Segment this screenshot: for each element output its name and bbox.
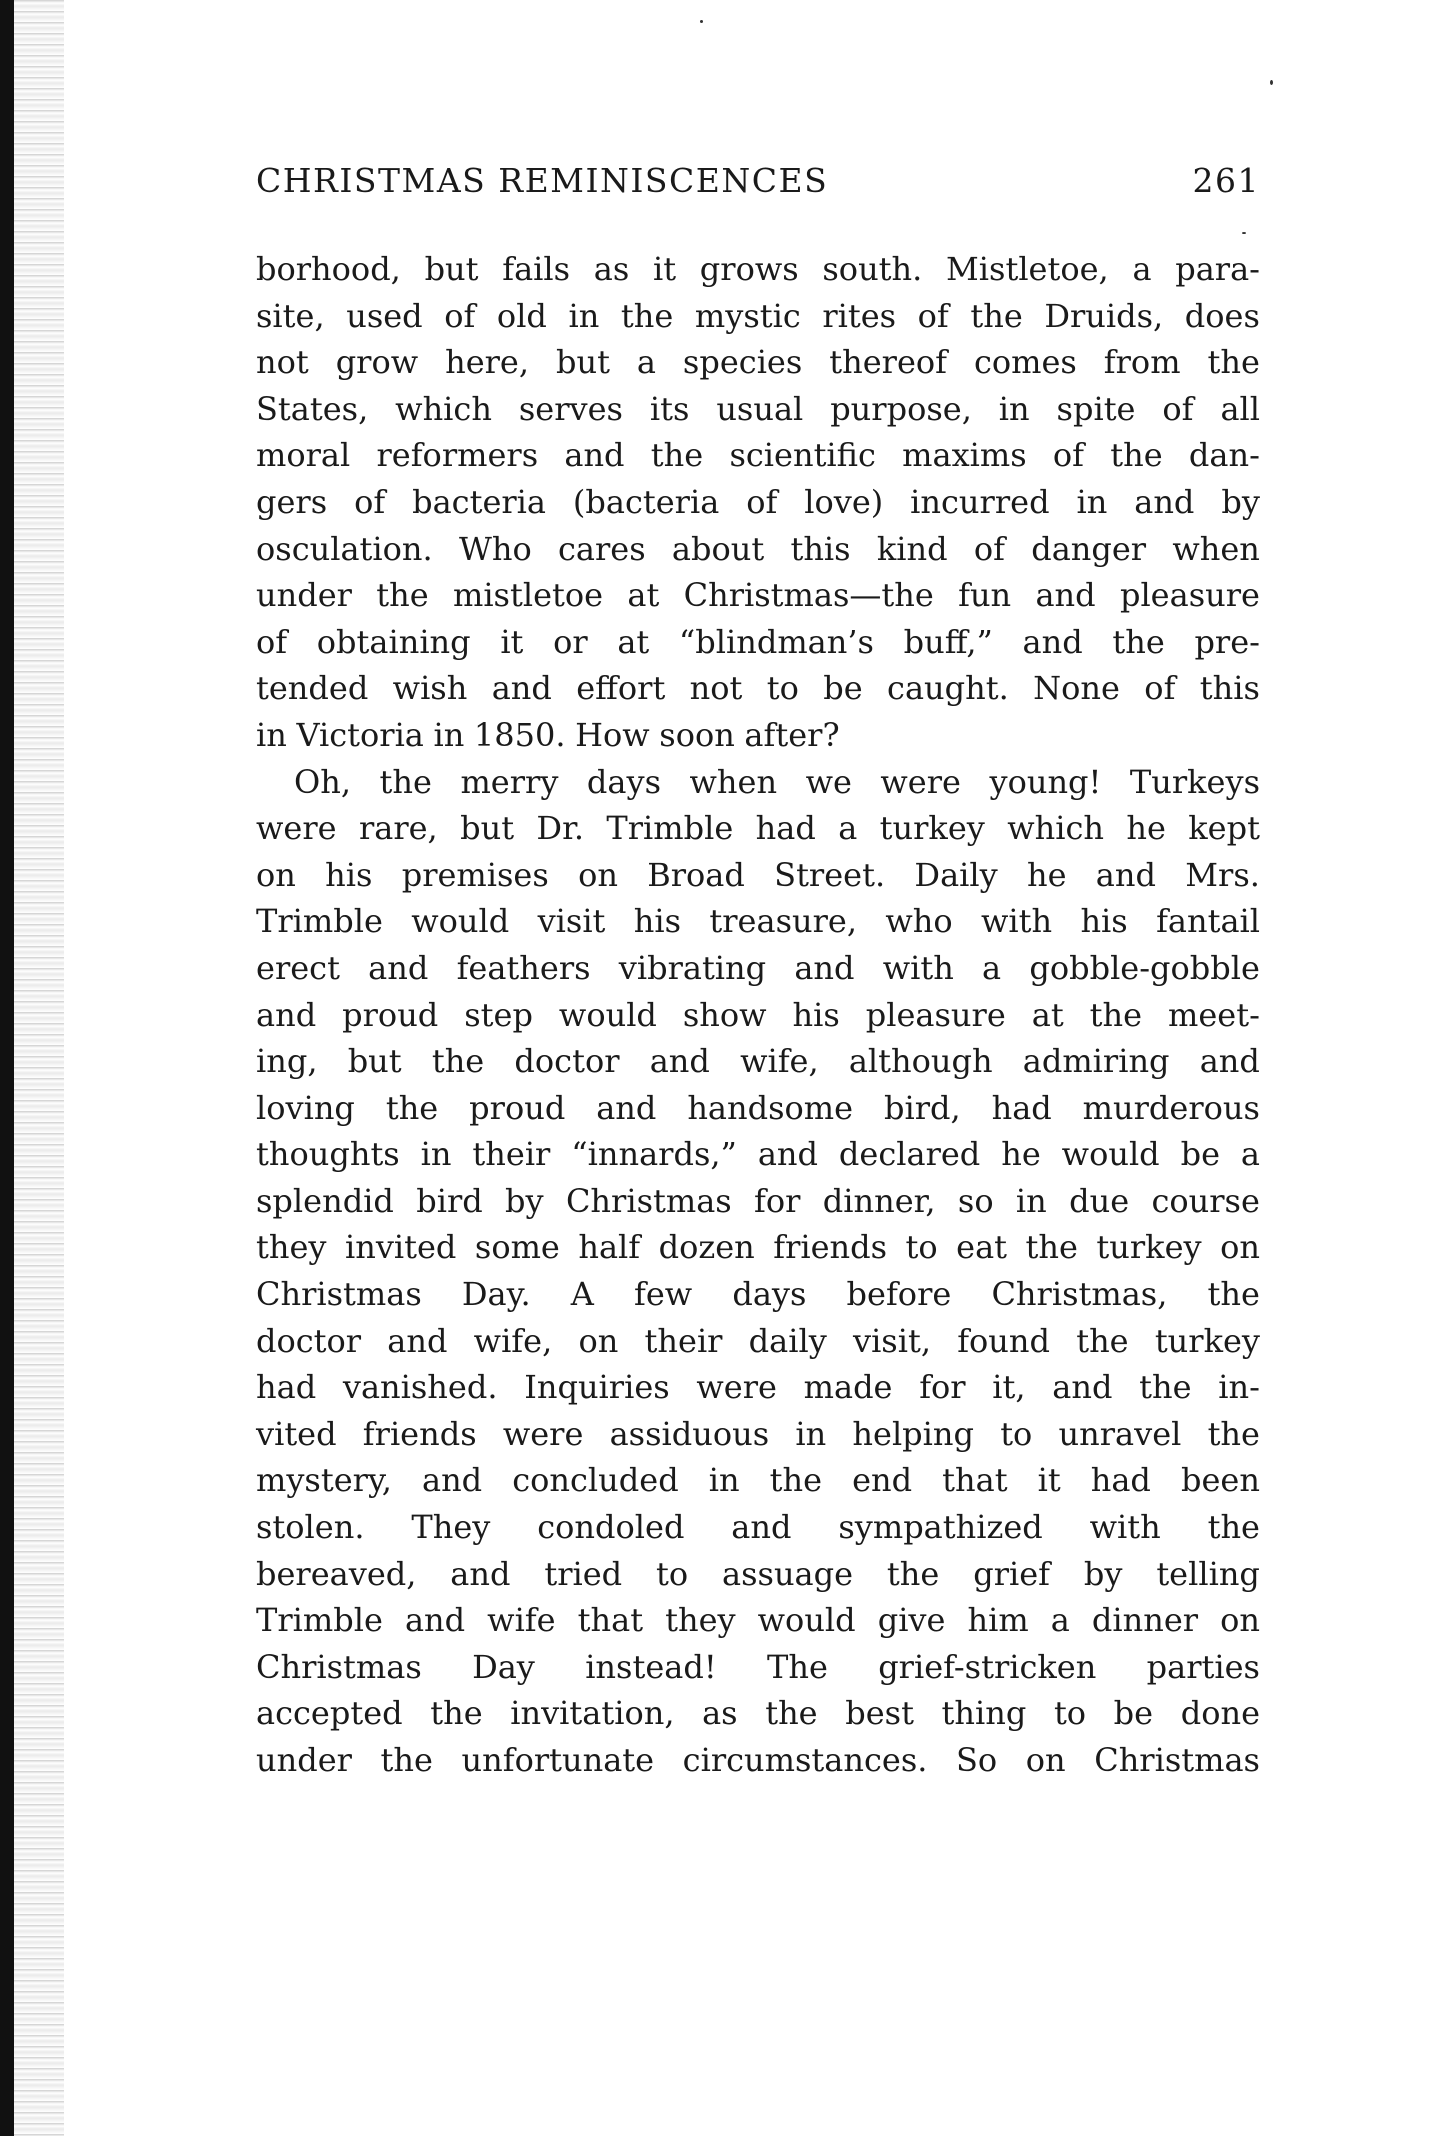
text-line: gers of bacteria (bacteria of love) incurred in and by (256, 482, 1260, 521)
print-speck (1242, 232, 1246, 234)
text-line: erect and feathers vibrating and with a gobble-gobble (256, 948, 1260, 987)
text-line: Oh, the merry days when we were young! Turkeys (294, 762, 1260, 801)
text-line: Christmas Day. A few days before Christmas, the (256, 1275, 1260, 1314)
text-line: had vanished. Inquiries were made for it, and the in- (256, 1368, 1260, 1407)
text-line: doctor and wife, on their daily visit, found the turkey (256, 1321, 1260, 1360)
text-line: ing, but the doctor and wife, although admiring and (256, 1042, 1260, 1081)
text-line: Trimble and wife that they would give him a dinner on (256, 1601, 1260, 1640)
print-speck (700, 20, 703, 23)
text-line: States, which serves its usual purpose, in spite of all (256, 389, 1260, 428)
text-line: not grow here, but a species thereof comes from the (256, 343, 1260, 382)
text-line: under the unfortunate circumstances. So on Christmas (256, 1741, 1260, 1779)
page-number: 261 (1192, 160, 1260, 200)
page-gutter-texture (14, 0, 64, 2136)
text-line: on his premises on Broad Street. Daily he and Mrs. (256, 855, 1260, 894)
text-line: bereaved, and tried to assuage the grief by telling (256, 1554, 1260, 1593)
text-line: thoughts in their “innards,” and declared he would be a (256, 1135, 1260, 1174)
text-line: were rare, but Dr. Trimble had a turkey which he kept (256, 809, 1260, 848)
text-line: Christmas Day instead! The grief-stricken parties (256, 1647, 1260, 1686)
text-line: tended wish and effort not to be caught. None of this (256, 669, 1260, 708)
text-line: stolen. They condoled and sympathized with the (256, 1508, 1260, 1547)
text-line: splendid bird by Christmas for dinner, so in due course (256, 1181, 1260, 1220)
paragraph (256, 246, 1260, 759)
book-binding-shadow (0, 0, 14, 2136)
paragraph (256, 759, 1260, 1784)
text-line: loving the proud and handsome bird, had murderous (256, 1088, 1260, 1127)
text-line: they invited some half dozen friends to eat the turkey on (256, 1228, 1260, 1267)
text-line: accepted the invitation, as the best thing to be done (256, 1694, 1260, 1733)
running-title: CHRISTMAS REMINISCENCES (256, 160, 829, 200)
text-line: vited friends were assiduous in helping to unravel the (256, 1414, 1260, 1453)
running-header (256, 150, 1260, 210)
text-line: and proud step would show his pleasure at the meet- (256, 995, 1260, 1034)
text-line: of obtaining it or at “blindman’s buff,” and the pre- (256, 622, 1260, 661)
text-line: in Victoria in 1850. How soon after? (256, 715, 840, 754)
text-line: mystery, and concluded in the end that it had been (256, 1461, 1260, 1500)
text-line: site, used of old in the mystic rites of the Druids, does (256, 296, 1260, 335)
print-speck (1270, 80, 1273, 85)
text-line: Trimble would visit his treasure, who with his fantail (256, 902, 1260, 941)
text-line: borhood, but fails as it grows south. Mistletoe, a para- (256, 250, 1260, 288)
text-line: under the mistletoe at Christmas—the fun and pleasure (256, 576, 1260, 615)
text-line: osculation. Who cares about this kind of danger when (256, 529, 1260, 568)
text-line: moral reformers and the scientific maxims of the dan- (256, 436, 1260, 475)
page-body (256, 246, 1260, 1784)
